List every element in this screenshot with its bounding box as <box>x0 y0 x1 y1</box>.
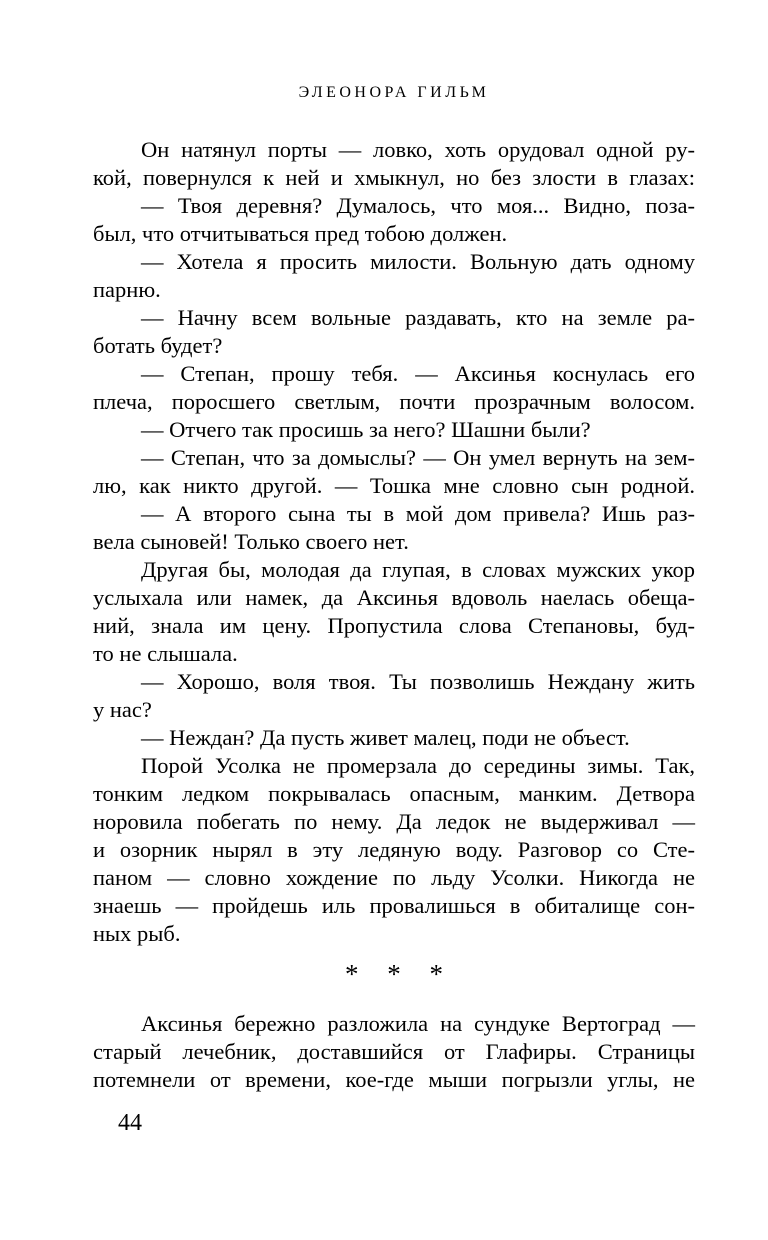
text-line: Аксинья бережно разложила на сундуке Вертоград — <box>141 1011 695 1036</box>
text-line: у нас? <box>93 697 152 722</box>
text-line: тонким ледком покрывалась опасным, манким. Детвора <box>93 781 695 806</box>
text-line: ных рыб. <box>93 921 181 946</box>
text-line: то не слышала. <box>93 641 238 666</box>
running-header: ЭЛЕОНОРА ГИЛЬМ <box>298 84 490 101</box>
paragraph <box>93 724 695 752</box>
page-body <box>93 136 695 1094</box>
text-line: ботать будет? <box>93 333 223 358</box>
text-line: потемнели от времени, кое-где мыши погрызли углы, не <box>93 1067 695 1092</box>
paragraph <box>93 1010 695 1094</box>
paragraph <box>93 136 695 192</box>
paragraph <box>93 444 695 500</box>
text-line: парню. <box>93 277 161 302</box>
text-line: Он натянул порты — ловко, хоть орудовал одной ру- <box>141 137 695 162</box>
text-line: и озорник нырял в эту ледяную воду. Разговор со Сте- <box>93 837 695 862</box>
text-line: был, что отчитываться пред тобою должен. <box>93 221 508 246</box>
text-line: — Хорошо, воля твоя. Ты позволишь Неждану жить <box>141 669 695 694</box>
paragraph <box>93 500 695 556</box>
paragraph <box>93 304 695 360</box>
text-line: — А второго сына ты в мой дом привела? Ишь раз- <box>141 501 695 526</box>
paragraph <box>93 360 695 416</box>
text-line: — Степан, прошу тебя. — Аксинья коснулась его <box>141 361 695 386</box>
text-line: лю, как никто другой. — Тошка мне словно сын родной. <box>93 473 695 498</box>
text-line: знаешь — пройдешь иль провалишься в обиталище сон- <box>93 893 695 918</box>
section-separator: * * * <box>345 959 454 989</box>
text-line: плеча, поросшего светлым, почти прозрачным волосом. <box>93 389 695 414</box>
text-line: старый лечебник, доставшийся от Глафиры. Страницы <box>93 1039 695 1064</box>
text-line: паном — словно хождение по льду Усолки. Никогда не <box>93 865 695 890</box>
paragraph <box>93 248 695 304</box>
text-line: услыхала или намек, да Аксинья вдоволь наелась обеща- <box>93 585 695 610</box>
text-line: кой, повернулся к ней и хмыкнул, но без злости в глазах: <box>93 165 695 190</box>
text-line: Порой Усолка не промерзала до середины зимы. Так, <box>141 753 695 778</box>
text-line: — Неждан? Да пусть живет малец, поди не объест. <box>141 725 630 750</box>
page-number: 44 <box>118 1110 142 1136</box>
paragraph <box>93 416 695 444</box>
text-line: — Отчего так просишь за него? Шашни были? <box>141 417 591 442</box>
paragraph <box>93 752 695 948</box>
text-line: — Степан, что за домыслы? — Он умел вернуть на зем- <box>141 445 695 470</box>
text-line: — Твоя деревня? Думалось, что моя... Видно, поза- <box>141 193 695 218</box>
text-line: ний, знала им цену. Пропустила слова Степановы, буд- <box>93 613 695 638</box>
text-line: — Хотела я просить милости. Вольную дать одному <box>141 249 695 274</box>
text-line: норовила побегать по нему. Да ледок не выдерживал — <box>93 809 695 834</box>
text-line: вела сыновей! Только своего нет. <box>93 529 409 554</box>
text-line: Другая бы, молодая да глупая, в словах мужских укор <box>141 557 695 582</box>
paragraph <box>93 192 695 248</box>
paragraph <box>93 668 695 724</box>
paragraph <box>93 556 695 668</box>
text-line: — Начну всем вольные раздавать, кто на земле ра- <box>141 305 695 330</box>
